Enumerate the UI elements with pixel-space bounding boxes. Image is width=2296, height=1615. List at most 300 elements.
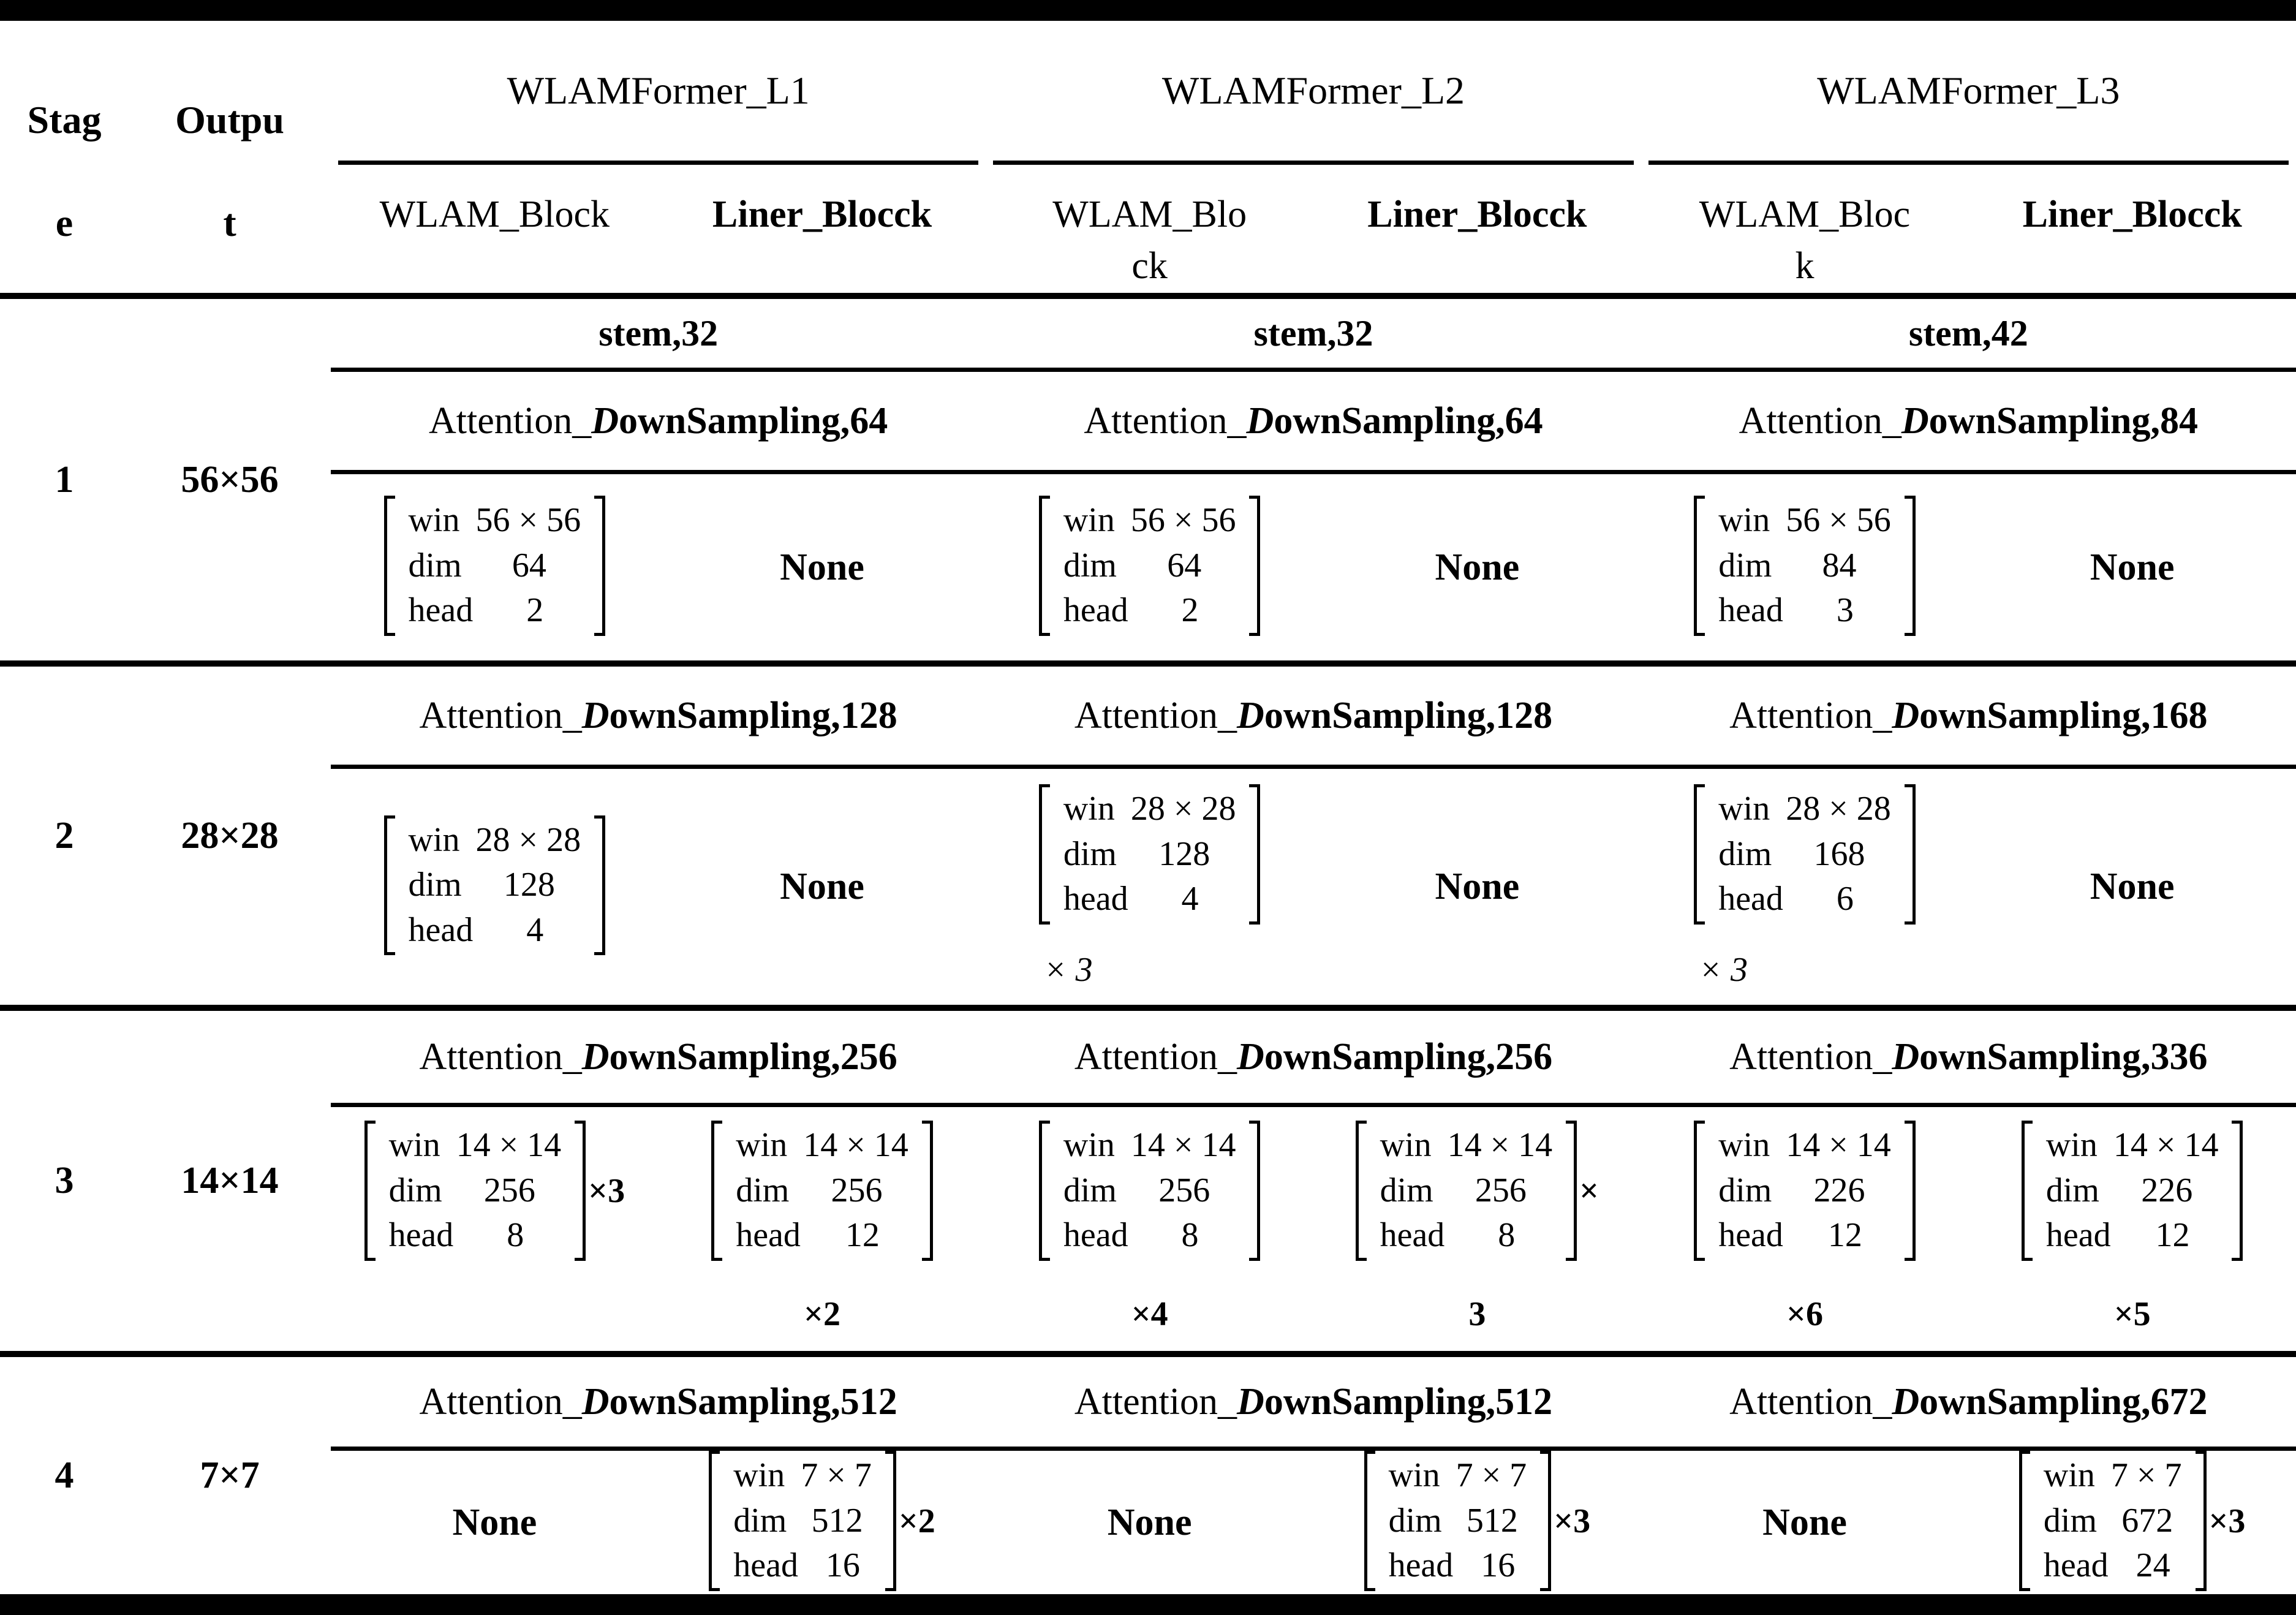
output-header-line2: t bbox=[223, 201, 236, 244]
block-config-row bbox=[331, 1451, 2296, 1594]
matrix-row bbox=[1380, 1127, 1553, 1165]
wlam-block-column-header bbox=[331, 189, 659, 293]
matrix-row-value: 12 bbox=[1827, 1216, 1862, 1255]
matrix-row bbox=[1063, 592, 1236, 630]
attention-cell: Attention_DownSampling,168 bbox=[1729, 694, 2208, 736]
matrix-row-label: head bbox=[1063, 591, 1128, 630]
matrix-row bbox=[1718, 1172, 1891, 1210]
matrix-cell bbox=[1762, 1501, 1847, 1545]
matrix-row-value: 56 × 56 bbox=[475, 501, 581, 540]
matrix-row-label: head bbox=[1718, 880, 1783, 918]
matrix-row bbox=[1063, 1172, 1236, 1210]
repeat-multiplier: ×3 bbox=[1554, 1502, 1591, 1540]
matrix-row-value: 16 bbox=[825, 1546, 860, 1585]
matrix-row-label: dim bbox=[733, 1501, 787, 1540]
matrix-row bbox=[1718, 1127, 1891, 1165]
liner-block-column-header: Liner_Blocck bbox=[712, 194, 932, 235]
attention-row bbox=[331, 372, 2296, 470]
liner-block-column-header: Liner_Blocck bbox=[1367, 194, 1587, 235]
matrix-row-value: 24 bbox=[2136, 1546, 2170, 1585]
right-bracket bbox=[594, 496, 605, 636]
stage-number: 4 bbox=[55, 1454, 74, 1496]
left-bracket bbox=[384, 496, 395, 636]
matrix-row-value: 2 bbox=[1181, 591, 1199, 630]
right-bracket bbox=[1905, 1121, 1916, 1261]
parameter-matrix bbox=[1364, 1451, 1591, 1591]
matrix-row-label: head bbox=[388, 1216, 454, 1255]
attention-cell: Attention_DownSampling,64 bbox=[429, 399, 888, 442]
row-divider bbox=[331, 368, 2296, 372]
matrix-row-label: win bbox=[1063, 1126, 1115, 1165]
matrix-row bbox=[2044, 1502, 2182, 1540]
attention-cell: Attention_DownSampling,64 bbox=[1084, 399, 1543, 442]
attention-cell: Attention_DownSampling,256 bbox=[419, 1035, 897, 1078]
matrix-row-value: 14 × 14 bbox=[2113, 1126, 2219, 1165]
parameter-matrix bbox=[1039, 784, 1261, 989]
matrix-row bbox=[1718, 836, 1891, 874]
matrix-row bbox=[2046, 1127, 2219, 1165]
matrix-row-value: 28 × 28 bbox=[1130, 790, 1236, 828]
stage-content bbox=[331, 299, 2296, 660]
matrix-row-value: 4 bbox=[1181, 880, 1199, 918]
matrix-row-label: dim bbox=[1718, 546, 1772, 584]
left-bracket bbox=[1039, 1121, 1050, 1261]
matrix-row-value: 7 × 7 bbox=[801, 1456, 872, 1495]
right-bracket bbox=[1540, 1451, 1551, 1591]
matrix-cell bbox=[1364, 1451, 1591, 1594]
stage-header-line2: e bbox=[55, 201, 74, 244]
right-bracket bbox=[885, 1451, 896, 1591]
matrix-cell bbox=[452, 1501, 537, 1545]
attention-cell: Attention_DownSampling,128 bbox=[419, 694, 897, 736]
attention-cell: Attention_DownSampling,336 bbox=[1729, 1035, 2208, 1078]
stage-left-cells bbox=[0, 1357, 331, 1594]
matrix-row-label: head bbox=[408, 591, 474, 630]
liner-block-column-header: Liner_Blocck bbox=[2022, 194, 2242, 235]
stage-number: 1 bbox=[55, 458, 74, 501]
left-bracket bbox=[1356, 1121, 1367, 1261]
matrix-row-value: 8 bbox=[1181, 1216, 1199, 1255]
matrix-row-label: dim bbox=[2045, 1171, 2099, 1209]
group-subheaders bbox=[1641, 165, 2296, 293]
matrix-row-value: 2 bbox=[526, 591, 544, 630]
matrix-row bbox=[1389, 1547, 1527, 1585]
matrix-row-value: 256 bbox=[483, 1171, 535, 1209]
attention-cell: Attention_DownSampling,512 bbox=[1074, 1380, 1553, 1423]
matrix-cell bbox=[2022, 1121, 2243, 1264]
matrix-row-value: 28 × 28 bbox=[1786, 790, 1891, 828]
matrix-cell bbox=[1039, 784, 1261, 989]
matrix-cell bbox=[384, 815, 606, 959]
matrix-row bbox=[1718, 547, 1891, 585]
stage-left-cells bbox=[0, 299, 331, 660]
matrix-row-value: 14 × 14 bbox=[803, 1126, 908, 1165]
matrix-row-label: head bbox=[2043, 1546, 2109, 1585]
matrix-row-value: 512 bbox=[1466, 1501, 1518, 1540]
stage-content bbox=[331, 1357, 2296, 1594]
matrix-row bbox=[1063, 1127, 1236, 1165]
matrix-row-label: win bbox=[1063, 790, 1115, 828]
group-subheaders bbox=[331, 165, 986, 293]
matrix-row bbox=[736, 1172, 908, 1210]
matrix-row bbox=[1063, 502, 1236, 540]
matrix-row bbox=[736, 1127, 908, 1165]
matrix-row-label: head bbox=[1718, 1216, 1783, 1255]
matrix-row bbox=[1718, 880, 1891, 918]
left-bracket bbox=[711, 1121, 722, 1261]
block-config-row bbox=[331, 769, 2296, 1005]
attention-row bbox=[331, 667, 2296, 765]
row-divider bbox=[0, 1005, 2296, 1011]
matrix-row-value: 8 bbox=[507, 1216, 524, 1255]
matrix-row-label: head bbox=[1380, 1216, 1445, 1255]
stage-header-line1: Stag bbox=[27, 98, 102, 142]
matrix-cell bbox=[1694, 496, 1916, 639]
matrix-row bbox=[409, 866, 581, 904]
multiplier-cell: ×2 bbox=[804, 1295, 840, 1333]
matrix-row-label: head bbox=[1718, 591, 1783, 630]
matrix-row-label: win bbox=[1388, 1456, 1440, 1495]
right-bracket bbox=[1249, 784, 1260, 925]
parameter-matrix bbox=[2022, 1121, 2243, 1261]
attention-cell: Attention_DownSampling,128 bbox=[1074, 694, 1553, 736]
matrix-row-label: win bbox=[1380, 1126, 1432, 1165]
matrix-row bbox=[1389, 1457, 1527, 1495]
wlam-block-column-header bbox=[986, 189, 1313, 293]
matrix-row-label: head bbox=[1388, 1546, 1454, 1585]
matrix-row-value: 512 bbox=[811, 1501, 863, 1540]
matrix-row bbox=[1063, 1217, 1236, 1255]
none-label: None bbox=[1435, 866, 1520, 907]
repeat-multiplier: ×3 bbox=[588, 1171, 625, 1210]
matrix-row-value: 256 bbox=[1475, 1171, 1527, 1209]
matrix-row bbox=[2046, 1217, 2219, 1255]
stage-content bbox=[331, 667, 2296, 1005]
matrix-row bbox=[1063, 836, 1236, 874]
output-header-line1: Outpu bbox=[175, 98, 284, 142]
multiplier-row bbox=[331, 1277, 2296, 1351]
group-title: WLAMFormer_L3 bbox=[1817, 69, 2120, 112]
repeat-multiplier: × 3 bbox=[1699, 950, 1748, 989]
matrix-row-label: win bbox=[388, 1126, 440, 1165]
matrix-cell bbox=[384, 496, 606, 639]
repeat-multiplier: ×3 bbox=[2208, 1502, 2246, 1540]
matrix-row-label: win bbox=[1718, 501, 1770, 540]
stage-row-1 bbox=[0, 299, 2296, 660]
matrix-row-label: win bbox=[408, 501, 460, 540]
matrix-row-label: head bbox=[2045, 1216, 2111, 1255]
matrix-row bbox=[1718, 790, 1891, 828]
matrix-row-value: 256 bbox=[831, 1171, 883, 1209]
none-label: None bbox=[2090, 546, 2175, 588]
matrix-row-label: head bbox=[736, 1216, 801, 1255]
matrix-cell bbox=[1108, 1501, 1192, 1545]
matrix-cell bbox=[709, 1451, 935, 1594]
stage-row-3 bbox=[0, 1011, 2296, 1351]
right-bracket bbox=[1249, 496, 1260, 636]
matrix-row-value: 64 bbox=[1167, 546, 1202, 584]
matrix-row-label: win bbox=[1063, 501, 1115, 540]
none-label: None bbox=[780, 866, 864, 907]
matrix-cell bbox=[1039, 496, 1261, 639]
parameter-matrix bbox=[384, 815, 606, 956]
matrix-row bbox=[736, 1217, 908, 1255]
left-bracket bbox=[709, 1451, 720, 1591]
matrix-row bbox=[389, 1172, 562, 1210]
matrix-row-value: 256 bbox=[1158, 1171, 1210, 1209]
matrix-row-value: 128 bbox=[503, 866, 555, 904]
matrix-cell bbox=[1435, 546, 1519, 589]
parameter-matrix bbox=[1694, 784, 1916, 989]
matrix-row-value: 7 × 7 bbox=[1456, 1456, 1527, 1495]
matrix-row-label: win bbox=[2045, 1126, 2098, 1165]
matrix-row-label: win bbox=[408, 820, 460, 859]
none-label: None bbox=[1762, 1501, 1847, 1543]
matrix-row-value: 4 bbox=[526, 910, 544, 949]
matrix-row-label: dim bbox=[1718, 1171, 1772, 1209]
matrix-row bbox=[1718, 1217, 1891, 1255]
repeat-multiplier: × bbox=[1579, 1171, 1599, 1210]
none-label: None bbox=[452, 1501, 537, 1543]
matrix-row-value: 226 bbox=[2141, 1171, 2193, 1209]
attention-cell: Attention_DownSampling,256 bbox=[1074, 1035, 1553, 1078]
left-bracket bbox=[1039, 784, 1050, 925]
wlam-header-line1: WLAM_Block bbox=[379, 194, 610, 235]
matrix-row bbox=[389, 1217, 562, 1255]
matrix-row bbox=[1380, 1172, 1553, 1210]
matrix-cell bbox=[364, 1121, 625, 1264]
matrix-row bbox=[409, 547, 581, 585]
matrix-cell bbox=[780, 865, 864, 909]
matrix-row-value: 3 bbox=[1836, 591, 1854, 630]
matrix-cell bbox=[2090, 546, 2175, 589]
output-size: 7×7 bbox=[200, 1454, 260, 1496]
matrix-row bbox=[733, 1547, 872, 1585]
matrix-cell bbox=[1694, 1121, 1916, 1264]
left-bracket bbox=[1364, 1451, 1375, 1591]
left-bracket bbox=[1694, 784, 1705, 925]
matrix-row bbox=[1718, 502, 1891, 540]
right-bracket bbox=[1249, 1121, 1260, 1261]
matrix-row-label: head bbox=[733, 1546, 798, 1585]
none-label: None bbox=[780, 546, 864, 588]
matrix-row-value: 672 bbox=[2121, 1501, 2173, 1540]
attention-row bbox=[331, 1357, 2296, 1447]
row-divider bbox=[331, 470, 2296, 474]
matrix-row bbox=[1063, 790, 1236, 828]
matrix-row-label: dim bbox=[388, 1171, 442, 1209]
multiplier-cell: ×6 bbox=[1786, 1295, 1823, 1333]
matrix-row-value: 28 × 28 bbox=[475, 820, 581, 859]
table-header bbox=[0, 21, 2296, 293]
matrix-row-value: 56 × 56 bbox=[1786, 501, 1891, 540]
none-label: None bbox=[1107, 1501, 1192, 1543]
matrix-row bbox=[2044, 1547, 2182, 1585]
left-bracket bbox=[384, 815, 395, 956]
matrix-row-label: dim bbox=[1063, 546, 1117, 584]
matrix-row bbox=[409, 502, 581, 540]
parameter-matrix bbox=[1694, 496, 1916, 636]
matrix-row-value: 12 bbox=[2155, 1216, 2190, 1255]
matrix-row-label: win bbox=[1718, 1126, 1770, 1165]
matrix-row-value: 56 × 56 bbox=[1130, 501, 1236, 540]
group-underline bbox=[338, 161, 978, 165]
matrix-row-label: win bbox=[733, 1456, 785, 1495]
matrix-cell bbox=[711, 1121, 933, 1264]
parameter-matrix bbox=[364, 1121, 625, 1261]
wlam-header-line2: ck bbox=[1131, 244, 1168, 287]
left-bracket bbox=[2019, 1451, 2030, 1591]
table-top-border bbox=[0, 0, 2296, 21]
matrix-row-value: 6 bbox=[1836, 880, 1854, 918]
matrix-row-value: 7 × 7 bbox=[2110, 1456, 2182, 1495]
matrix-row-label: win bbox=[736, 1126, 788, 1165]
matrix-row-value: 14 × 14 bbox=[1447, 1126, 1553, 1165]
right-bracket bbox=[1905, 496, 1916, 636]
row-divider bbox=[331, 765, 2296, 769]
matrix-row-label: dim bbox=[408, 546, 462, 584]
matrix-row-value: 16 bbox=[1481, 1546, 1516, 1585]
block-config-row bbox=[331, 474, 2296, 660]
parameter-matrix bbox=[1039, 496, 1261, 636]
right-bracket bbox=[1566, 1121, 1577, 1261]
right-bracket bbox=[2232, 1121, 2243, 1261]
matrix-row bbox=[2046, 1172, 2219, 1210]
left-bracket bbox=[1694, 1121, 1705, 1261]
right-bracket bbox=[575, 1121, 586, 1261]
matrix-cell bbox=[1356, 1121, 1599, 1264]
matrix-row bbox=[1718, 592, 1891, 630]
parameter-matrix bbox=[709, 1451, 935, 1591]
multiplier-cell: ×4 bbox=[1131, 1295, 1168, 1333]
matrix-row bbox=[733, 1502, 872, 1540]
matrix-row-label: head bbox=[1063, 880, 1128, 918]
stage-column-header bbox=[0, 21, 129, 293]
matrix-row bbox=[2044, 1457, 2182, 1495]
matrix-row-value: 84 bbox=[1822, 546, 1857, 584]
group-underline bbox=[1648, 161, 2289, 165]
matrix-row-label: dim bbox=[1718, 834, 1772, 873]
attention-cell: Attention_DownSampling,672 bbox=[1729, 1380, 2208, 1423]
matrix-row-value: 226 bbox=[1813, 1171, 1865, 1209]
parameter-matrix bbox=[711, 1121, 933, 1261]
matrix-row-value: 64 bbox=[512, 546, 546, 584]
matrix-row-value: 168 bbox=[1813, 834, 1865, 873]
stage-number: 2 bbox=[55, 814, 74, 857]
matrix-row-label: dim bbox=[1380, 1171, 1433, 1209]
matrix-cell bbox=[1039, 1121, 1261, 1264]
group-title: WLAMFormer_L1 bbox=[507, 69, 810, 112]
multiplier-cell: ×5 bbox=[2113, 1295, 2151, 1333]
matrix-row-label: dim bbox=[736, 1171, 790, 1209]
matrix-row bbox=[1063, 547, 1236, 585]
model-group-header-l2 bbox=[986, 21, 1641, 293]
matrix-cell bbox=[1435, 865, 1519, 909]
attention-cell: Attention_DownSampling,512 bbox=[419, 1380, 897, 1423]
output-size: 28×28 bbox=[181, 814, 279, 857]
none-label: None bbox=[1435, 546, 1520, 588]
stage-content bbox=[331, 1011, 2296, 1351]
multiplier-cell: 3 bbox=[1468, 1295, 1486, 1333]
matrix-row-value: 14 × 14 bbox=[1130, 1126, 1236, 1165]
parameter-matrix bbox=[1356, 1121, 1599, 1261]
attention-row bbox=[331, 1011, 2296, 1103]
matrix-row bbox=[409, 912, 581, 950]
matrix-row-value: 8 bbox=[1498, 1216, 1516, 1255]
stage-row-2 bbox=[0, 667, 2296, 1005]
matrix-cell bbox=[1694, 784, 1916, 989]
matrix-row bbox=[409, 592, 581, 630]
stem-cell: stem,32 bbox=[1253, 312, 1373, 354]
stage-number: 3 bbox=[55, 1160, 74, 1201]
matrix-row-label: dim bbox=[2043, 1501, 2098, 1540]
none-label: None bbox=[2090, 866, 2175, 907]
wlam-block-column-header bbox=[1641, 189, 1969, 293]
left-bracket bbox=[364, 1121, 376, 1261]
output-size: 56×56 bbox=[181, 458, 279, 501]
matrix-row-value: 14 × 14 bbox=[456, 1126, 562, 1165]
matrix-row bbox=[1063, 880, 1236, 918]
matrix-row-label: dim bbox=[1063, 834, 1117, 873]
repeat-multiplier: ×2 bbox=[898, 1502, 935, 1540]
model-group-header-l1 bbox=[331, 21, 986, 293]
matrix-row bbox=[389, 1127, 562, 1165]
group-title: WLAMFormer_L2 bbox=[1161, 69, 1465, 112]
row-divider bbox=[0, 1351, 2296, 1357]
matrix-cell bbox=[780, 546, 864, 589]
left-bracket bbox=[1039, 496, 1050, 636]
group-underline bbox=[993, 161, 1633, 165]
wlam-header-line1: WLAM_Blo bbox=[1052, 194, 1247, 235]
left-bracket bbox=[1694, 496, 1705, 636]
parameter-matrix bbox=[384, 496, 606, 636]
parameter-matrix bbox=[1039, 1121, 1261, 1261]
matrix-row-value: 128 bbox=[1158, 834, 1210, 873]
matrix-row-label: dim bbox=[408, 866, 462, 904]
row-divider bbox=[331, 1447, 2296, 1451]
parameter-matrix bbox=[2019, 1451, 2246, 1591]
block-config-row bbox=[331, 1107, 2296, 1277]
right-bracket bbox=[594, 815, 605, 956]
stage-left-cells bbox=[0, 1011, 331, 1351]
wlam-header-line2: k bbox=[1795, 244, 1815, 287]
matrix-row-label: dim bbox=[1063, 1171, 1117, 1209]
repeat-multiplier: × 3 bbox=[1043, 950, 1093, 989]
matrix-row-value: 14 × 14 bbox=[1786, 1126, 1891, 1165]
row-divider bbox=[0, 293, 2296, 299]
attention-cell: Attention_DownSampling,84 bbox=[1739, 399, 2198, 442]
right-bracket bbox=[2196, 1451, 2207, 1591]
matrix-row bbox=[1389, 1502, 1527, 1540]
matrix-row-label: head bbox=[408, 910, 474, 949]
matrix-row-label: head bbox=[1063, 1216, 1128, 1255]
matrix-row bbox=[409, 822, 581, 860]
matrix-row-label: win bbox=[2043, 1456, 2095, 1495]
stage-left-cells bbox=[0, 667, 331, 1005]
parameter-matrix bbox=[1694, 1121, 1916, 1261]
right-bracket bbox=[922, 1121, 933, 1261]
output-size: 14×14 bbox=[181, 1160, 279, 1201]
left-bracket bbox=[2022, 1121, 2033, 1261]
wlam-header-line1: WLAM_Bloc bbox=[1699, 194, 1911, 235]
right-bracket bbox=[1905, 784, 1916, 925]
group-subheaders bbox=[986, 165, 1641, 293]
matrix-row bbox=[1380, 1217, 1553, 1255]
model-group-header-l3 bbox=[1641, 21, 2296, 293]
matrix-row bbox=[733, 1457, 872, 1495]
matrix-row-label: dim bbox=[1388, 1501, 1442, 1540]
output-column-header bbox=[129, 21, 331, 293]
